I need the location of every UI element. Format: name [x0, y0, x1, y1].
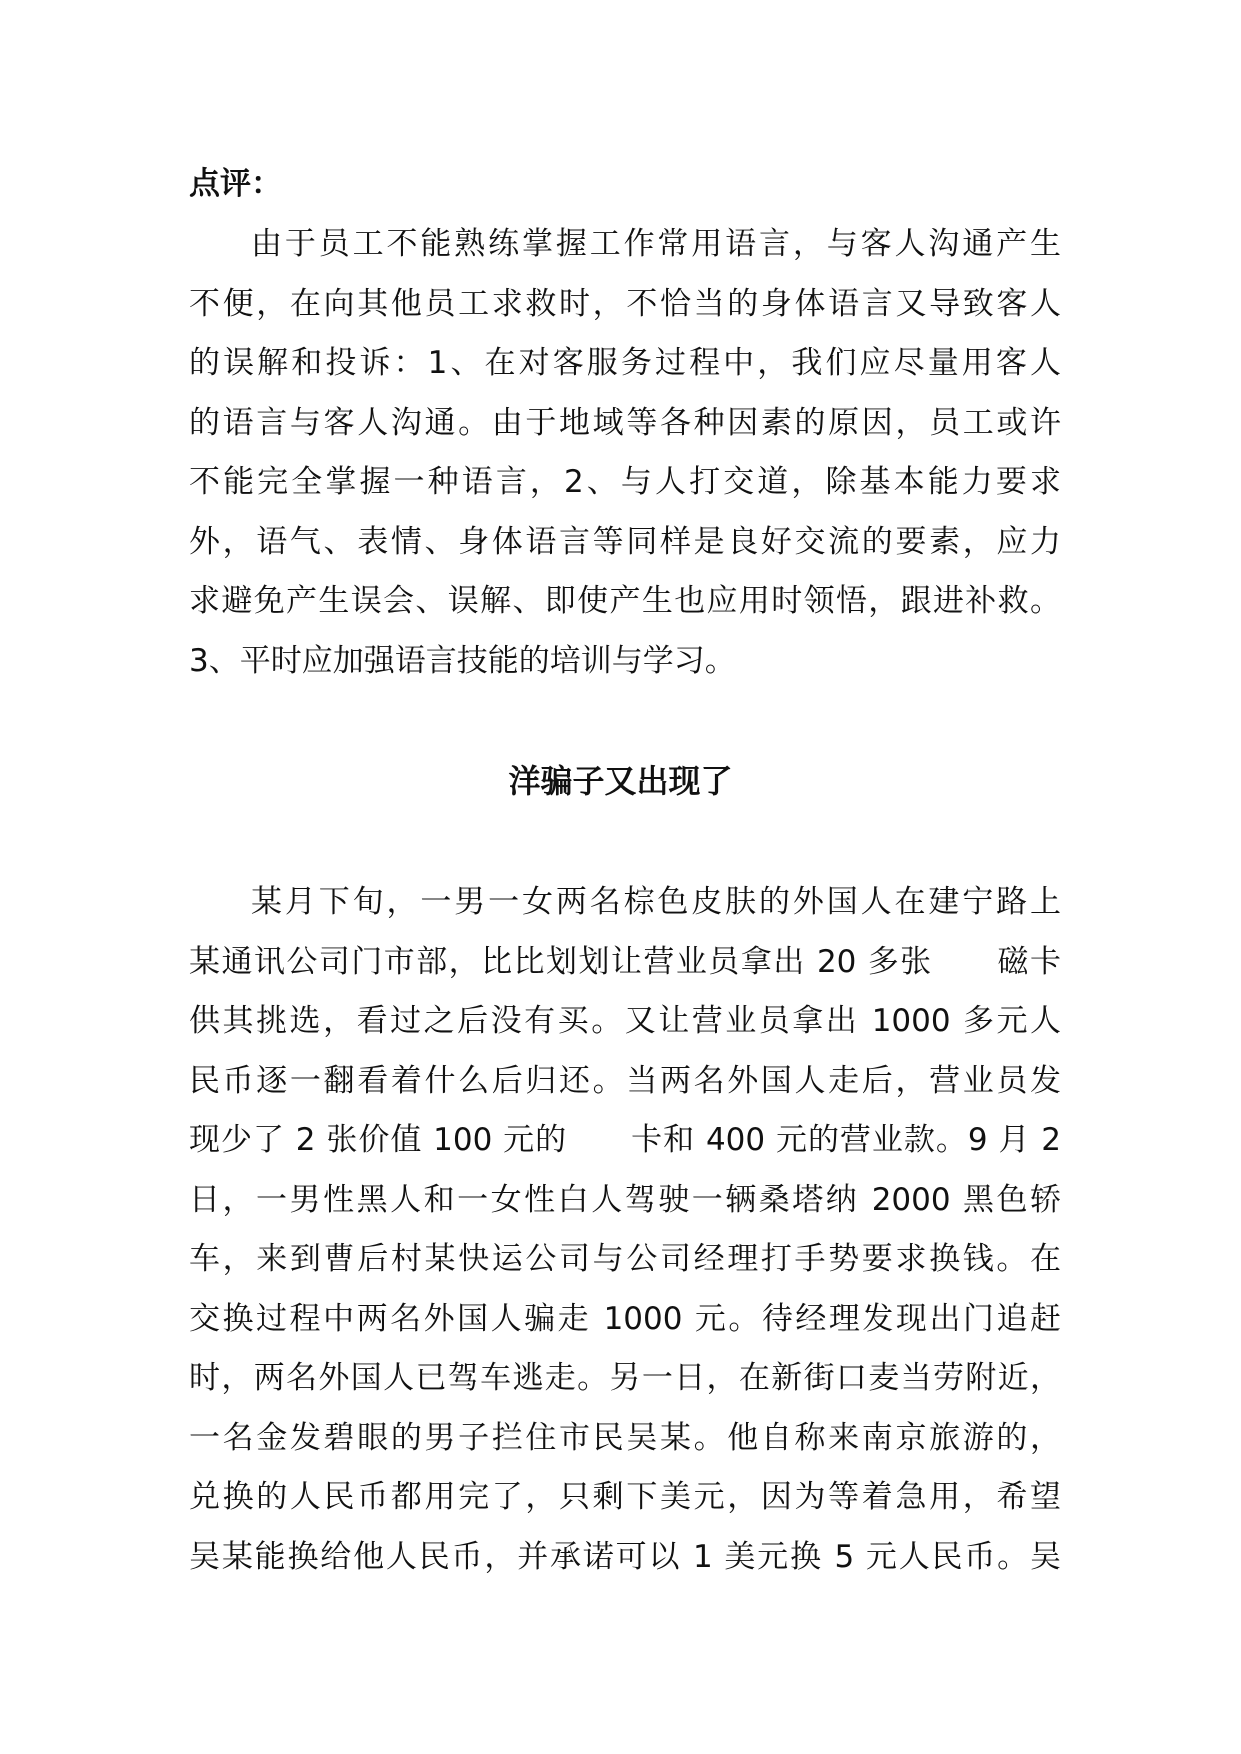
article-line: 某月下旬，一男一女两名棕色皮肤的外国人在建宁路上	[251, 884, 1061, 920]
article-line: 日，一男性黑人和一女性白人驾驶一辆桑塔纳 2000 黑色轿	[189, 1181, 1061, 1218]
article-title: 洋骗子又出现了	[508, 762, 733, 800]
article-line: 某通讯公司门市部，比比划划让营业员拿出 20 多张 磁卡	[189, 943, 1061, 980]
article-line: 车，来到曹后村某快运公司与公司经理打手势要求换钱。在	[189, 1241, 1061, 1277]
article-line: 民币逐一翻看着什么后归还。当两名外国人走后，营业员发	[189, 1062, 1061, 1099]
article-paragraph	[189, 873, 1061, 1587]
review-line: 不便，在向其他员工求救时，不恰当的身体语言又导致客人	[189, 285, 1061, 322]
review-line: 由于员工不能熟练掌握工作常用语言，与客人沟通产生	[251, 226, 1061, 262]
review-line: 的误解和投诉：1、在对客服务过程中，我们应尽量用客人	[189, 345, 1061, 381]
article-line: 交换过程中两名外国人骗走 1000 元。待经理发现出门追赶	[189, 1300, 1061, 1337]
review-label: 点评：	[189, 166, 282, 202]
article-line: 供其挑选，看过之后没有买。又让营业员拿出 1000 多元人	[189, 1003, 1061, 1039]
article-line: 兑换的人民币都用完了，只剩下美元，因为等着急用，希望	[189, 1479, 1061, 1515]
review-line: 的语言与客人沟通。由于地域等各种因素的原因，员工或许	[189, 404, 1061, 441]
review-line: 求避免产生误会、误解、即使产生也应用时领悟，跟进补救。	[189, 583, 1061, 619]
article-line: 吴某能换给他人民币，并承诺可以 1 美元换 5 元人民币。吴	[189, 1538, 1061, 1575]
review-line: 外，语气、表情、身体语言等同样是良好交流的要素，应力	[189, 523, 1061, 560]
review-line: 3、平时应加强语言技能的培训与学习。	[189, 642, 736, 679]
review-paragraph	[189, 215, 1061, 691]
article-line: 现少了 2 张价值 100 元的 卡和 400 元的营业款。9 月 2	[189, 1122, 1061, 1158]
article-line: 一名金发碧眼的男子拦住市民吴某。他自称来南京旅游的，	[189, 1419, 1061, 1456]
article-line: 时，两名外国人已驾车逃走。另一日，在新街口麦当劳附近，	[189, 1360, 1061, 1396]
review-line: 不能完全掌握一种语言，2、与人打交道，除基本能力要求	[189, 464, 1061, 500]
